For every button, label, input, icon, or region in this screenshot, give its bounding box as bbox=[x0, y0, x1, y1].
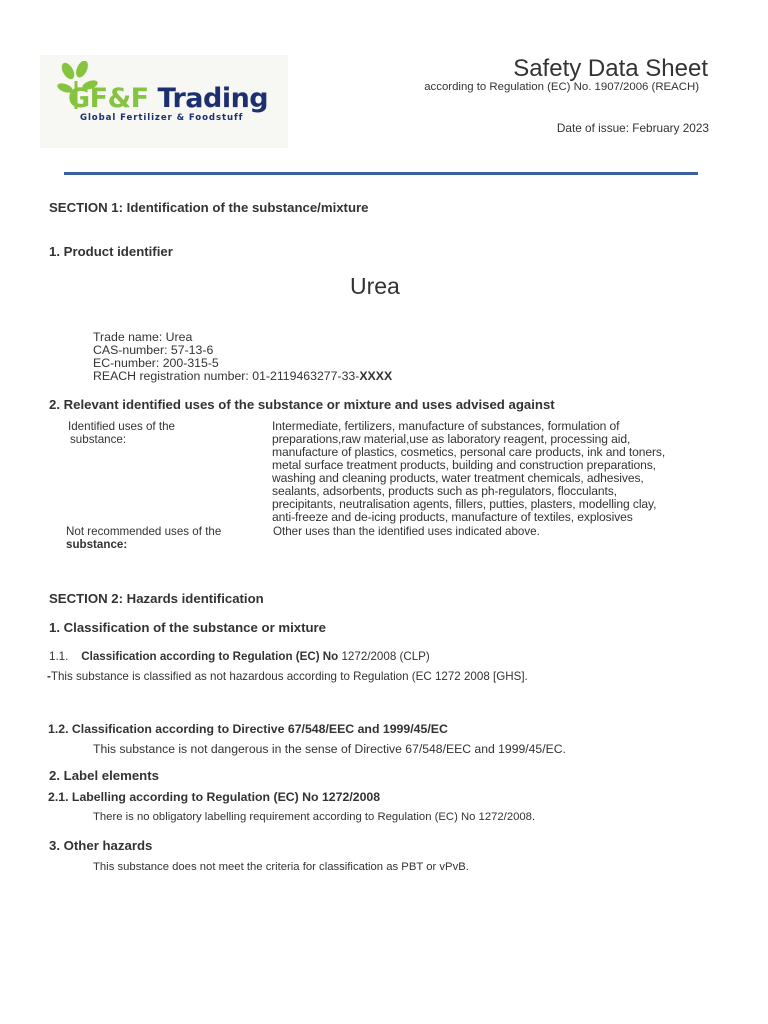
not-recommended-label-line2: substance: bbox=[66, 538, 128, 551]
identified-uses-text: Intermediate, fertilizers, manufacture of substances, formulation of preparations,raw material,use as laboratory reagent, processing aid, manufacture of plastics, cosmetics, personal care products, ink and toners, metal surface treatment products, building and construction preparations, washing and cleaning products, water treatment chemicals, adhesives, sealants, adsorbents, products such as ph-regulators, flocculants, precipitants, neutralisation agents, fillers, putties, plasters, modelling clay, anti-freeze and de-icing products, manufacture of textiles, explosives bbox=[272, 419, 666, 525]
product-name: Urea bbox=[350, 273, 400, 299]
clp-regulation: 1272/2008 (CLP) bbox=[338, 650, 430, 663]
product-identifier-heading: 1. Product identifier bbox=[49, 244, 173, 259]
regulation-reference: according to Regulation (EC) No. 1907/2006 (REACH) bbox=[424, 81, 699, 93]
classification-heading: 1. Classification of the substance or mixture bbox=[49, 620, 327, 635]
logo-brand-part1: GF&F bbox=[68, 83, 149, 114]
directive-classification-heading: 1.2. Classification according to Directive 67/548/EEC and 1999/45/EC bbox=[48, 722, 448, 736]
logo-brand-part2: Trading bbox=[148, 83, 269, 114]
section2-heading: SECTION 2: Hazards identification bbox=[49, 591, 264, 606]
clp-dash: - bbox=[47, 670, 51, 683]
header-divider bbox=[64, 172, 698, 175]
labelling-heading: 2.1. Labelling according to Regulation (EC) No 1272/2008 bbox=[48, 790, 381, 804]
other-hazards-text: This substance does not meet the criteria for classification as PBT or vPvB. bbox=[93, 861, 469, 873]
logo-wordmark bbox=[68, 83, 268, 114]
directive-classification-text: This substance is not dangerous in the sense of Directive 67/548/EEC and 1999/45/EC. bbox=[93, 742, 566, 756]
not-recommended-text: Other uses than the identified uses indicated above. bbox=[273, 525, 540, 538]
logo-tagline: Global Fertilizer & Foodstuff bbox=[80, 113, 244, 123]
reach-number-suffix: XXXX bbox=[359, 369, 393, 383]
clp-number: 1.1. bbox=[49, 650, 69, 663]
date-of-issue: Date of issue: February 2023 bbox=[556, 121, 709, 135]
trade-name: Trade name: Urea bbox=[93, 330, 193, 344]
section1-heading: SECTION 1: Identification of the substance/mixture bbox=[49, 200, 369, 215]
reach-registration-number bbox=[93, 370, 392, 383]
labelling-text: There is no obligatory labelling requirement according to Regulation (EC) No 1272/2008. bbox=[93, 811, 536, 823]
relevant-uses-heading: 2. Relevant identified uses of the substance or mixture and uses advised against bbox=[49, 397, 555, 412]
cas-number: CAS-number: 57-13-6 bbox=[93, 343, 214, 357]
document-title: Safety Data Sheet bbox=[513, 55, 708, 82]
identified-uses-label-line1: Identified uses of the bbox=[68, 420, 175, 433]
classification-clp-line bbox=[49, 650, 430, 663]
not-recommended-label-line1: Not recommended uses of the bbox=[66, 525, 222, 538]
label-elements-heading: 2. Label elements bbox=[49, 768, 159, 783]
company-logo bbox=[40, 55, 288, 148]
identified-uses-label-line2: substance: bbox=[70, 433, 127, 446]
ec-number: EC-number: 200-315-5 bbox=[93, 356, 219, 370]
other-hazards-heading: 3. Other hazards bbox=[49, 838, 153, 853]
clp-classification-text bbox=[47, 670, 528, 683]
reach-number-prefix: REACH registration number: 01-2119463277-33- bbox=[93, 369, 360, 383]
clp-classification-sentence: This substance is classified as not hazardous according to Regulation (EC 1272 2008 [GHS]. bbox=[50, 670, 528, 683]
clp-title: Classification according to Regulation (EC) No bbox=[81, 650, 339, 663]
